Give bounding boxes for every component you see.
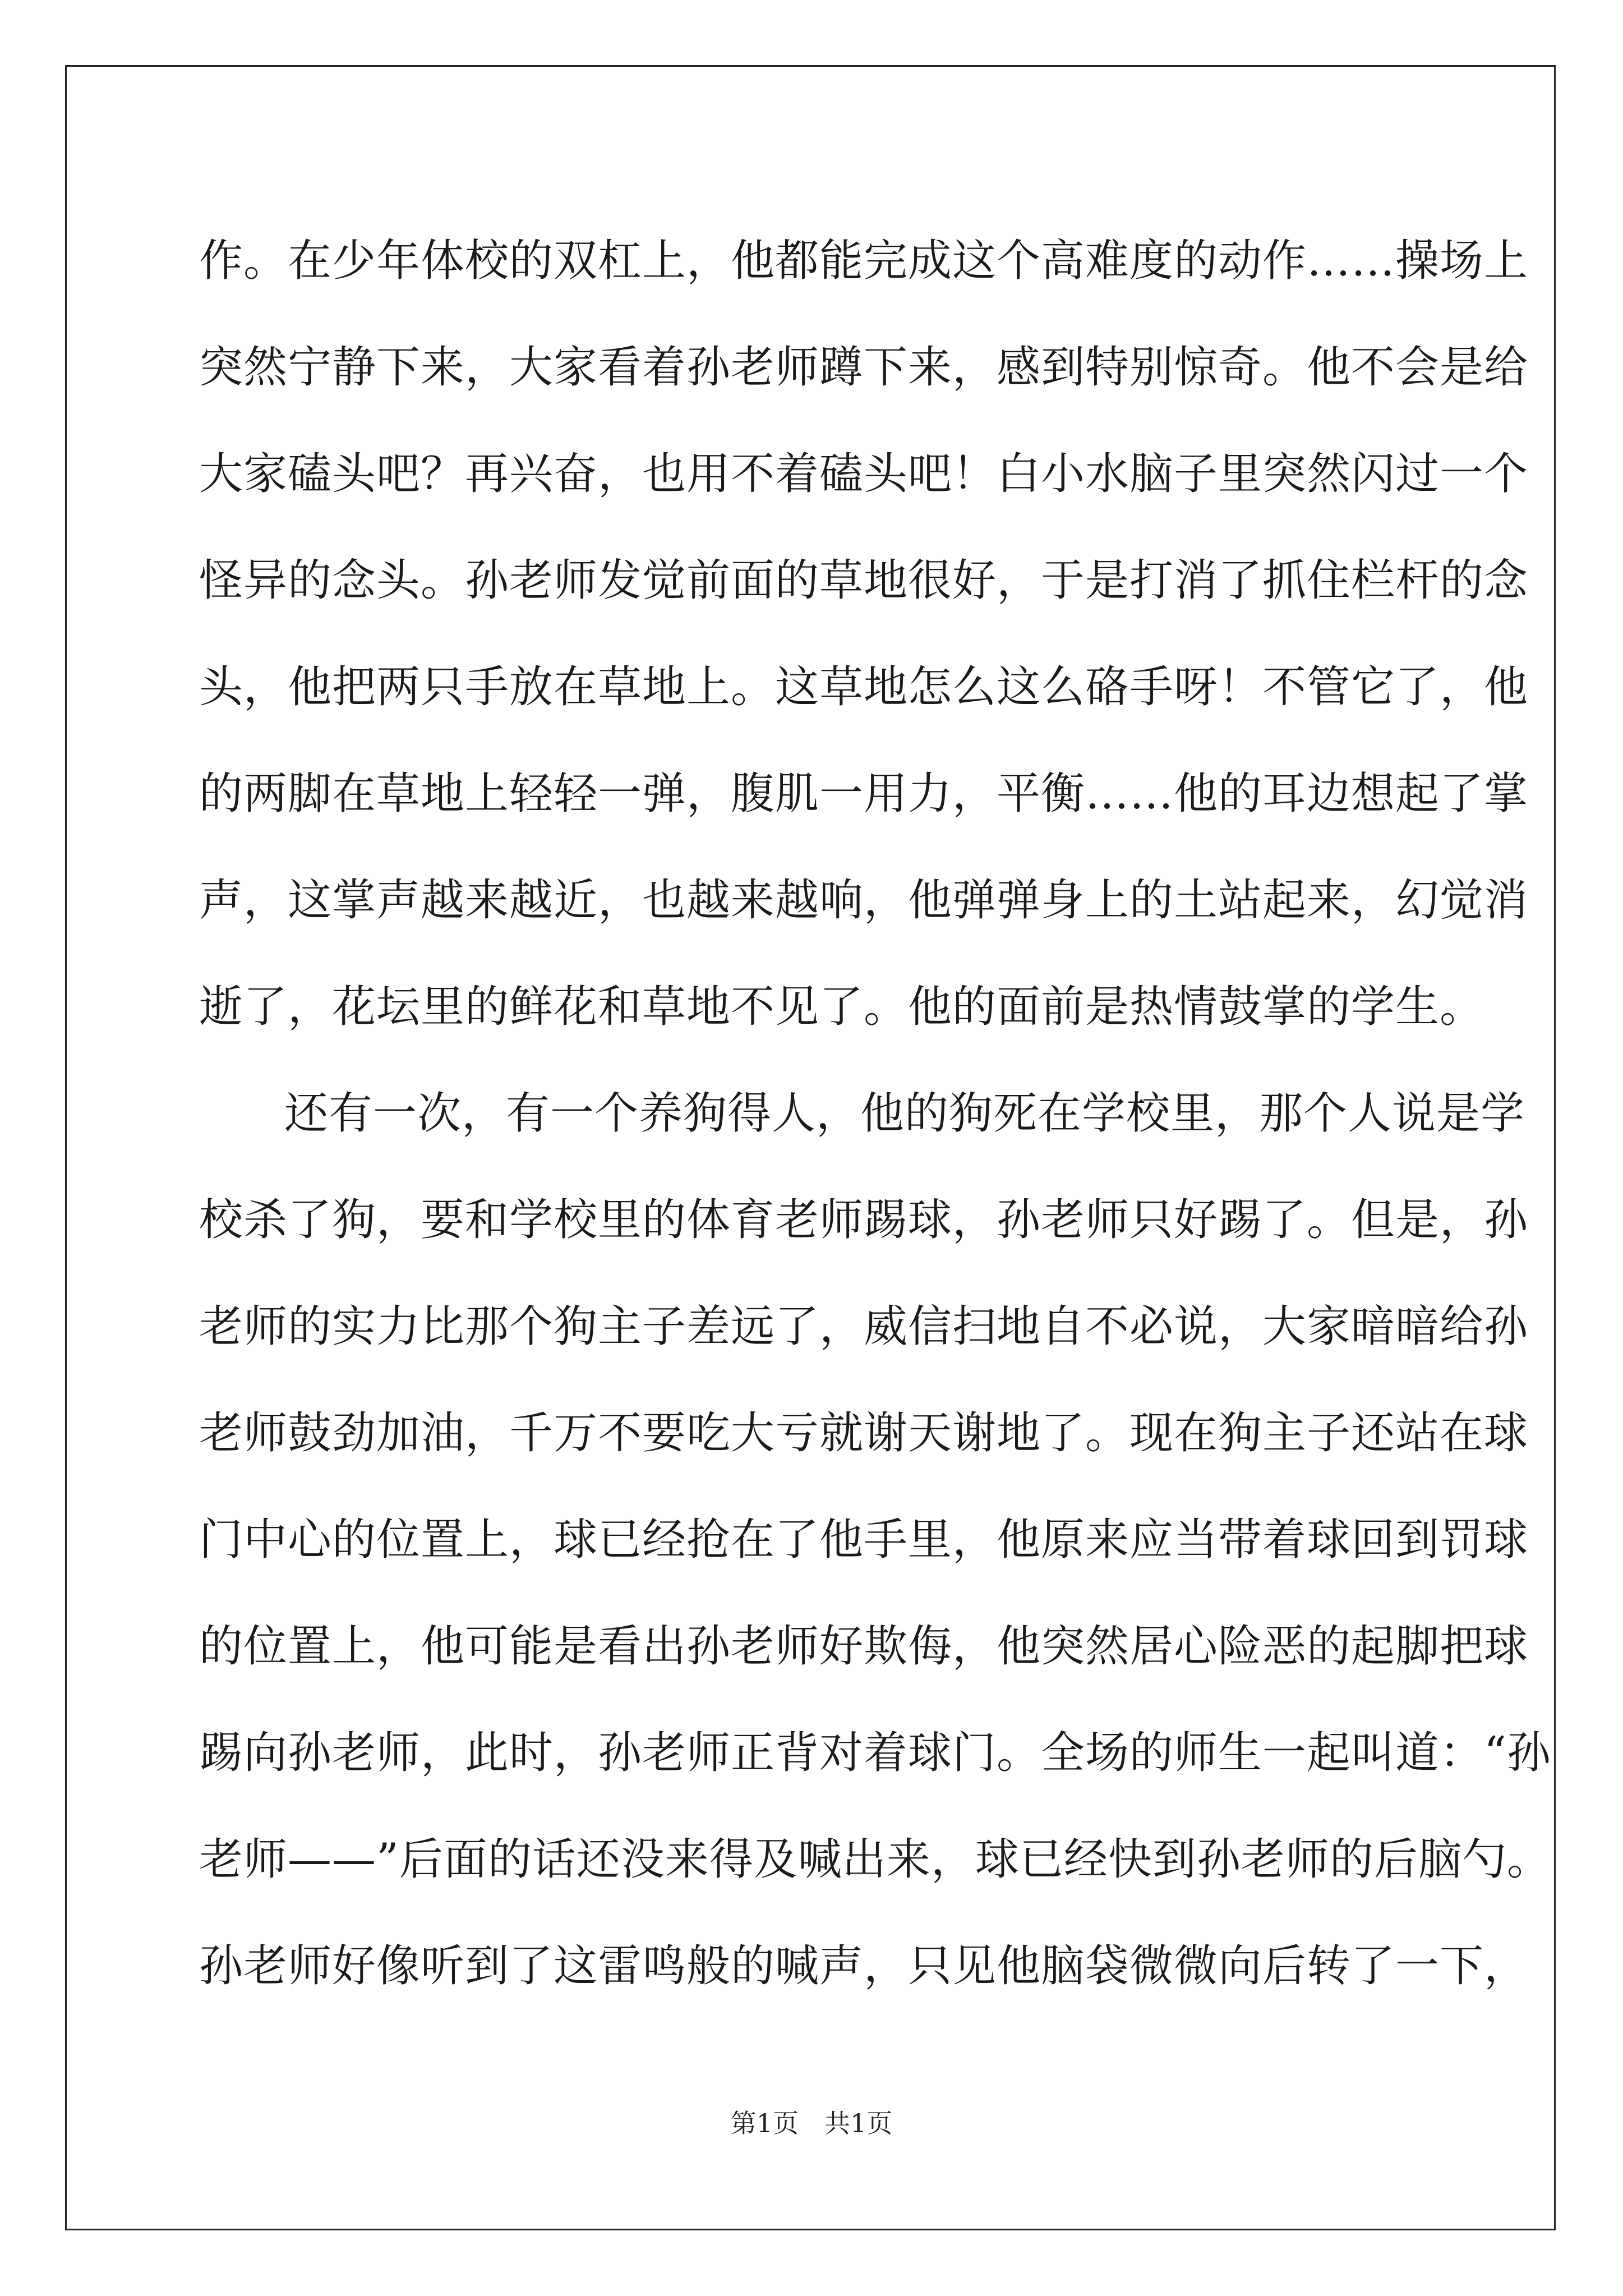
- text-line: 的两脚在草地上轻轻一弹，腹肌一用力，平衡……他的耳边想起了掌: [199, 769, 1529, 819]
- text-line: 老师鼓劲加油，千万不要吃大亏就谢天谢地了。现在狗主子还站在球: [199, 1408, 1529, 1458]
- text-line: 校杀了狗，要和学校里的体育老师踢球，孙老师只好踢了。但是，孙: [199, 1195, 1529, 1245]
- text-line: 作。在少年体校的双杠上，他都能完成这个高难度的动作……操场上: [199, 236, 1529, 286]
- text-line: 的位置上，他可能是看出孙老师好欺侮，他突然居心险恶的起脚把球: [199, 1621, 1529, 1672]
- text-line: 大家磕头吧？再兴奋，也用不着磕头吧！白小水脑子里突然闪过一个: [199, 449, 1529, 499]
- text-line: 头，他把两只手放在草地上。这草地怎么这么硌手呀！不管它了，他: [199, 662, 1529, 712]
- paragraph-start-line: 还有一次，有一个养狗得人，他的狗死在学校里，那个人说是学: [284, 1088, 1525, 1139]
- document-body: [199, 208, 1551, 2019]
- text-line: 逝了，花坛里的鲜花和草地不见了。他的面前是热情鼓掌的学生。: [199, 982, 1484, 1032]
- text-line: 老师——”后面的话还没来得及喊出来，球已经快到孙老师的后脑勺。: [199, 1834, 1551, 1885]
- text-line: 突然宁静下来，大家看着孙老师蹲下来，感到特别惊奇。他不会是给: [199, 342, 1529, 393]
- text-line: 踢向孙老师，此时，孙老师正背对着球门。全场的师生一起叫道：“孙: [199, 1728, 1551, 1778]
- text-line: 门中心的位置上，球已经抢在了他手里，他原来应当带着球回到罚球: [199, 1515, 1529, 1565]
- text-line: 怪异的念头。孙老师发觉前面的草地很好，于是打消了抓住栏杆的念: [199, 555, 1529, 606]
- page-footer: 第1页 共1页: [730, 2108, 893, 2138]
- text-line: 老师的实力比那个狗主子差远了，威信扫地自不必说，大家暗暗给孙: [199, 1301, 1529, 1352]
- text-line: 孙老师好像听到了这雷鸣般的喊声，只见他脑袋微微向后转了一下，: [199, 1941, 1529, 1991]
- text-line: 声，这掌声越来越近，也越来越响，他弹弹身上的土站起来，幻觉消: [199, 875, 1529, 926]
